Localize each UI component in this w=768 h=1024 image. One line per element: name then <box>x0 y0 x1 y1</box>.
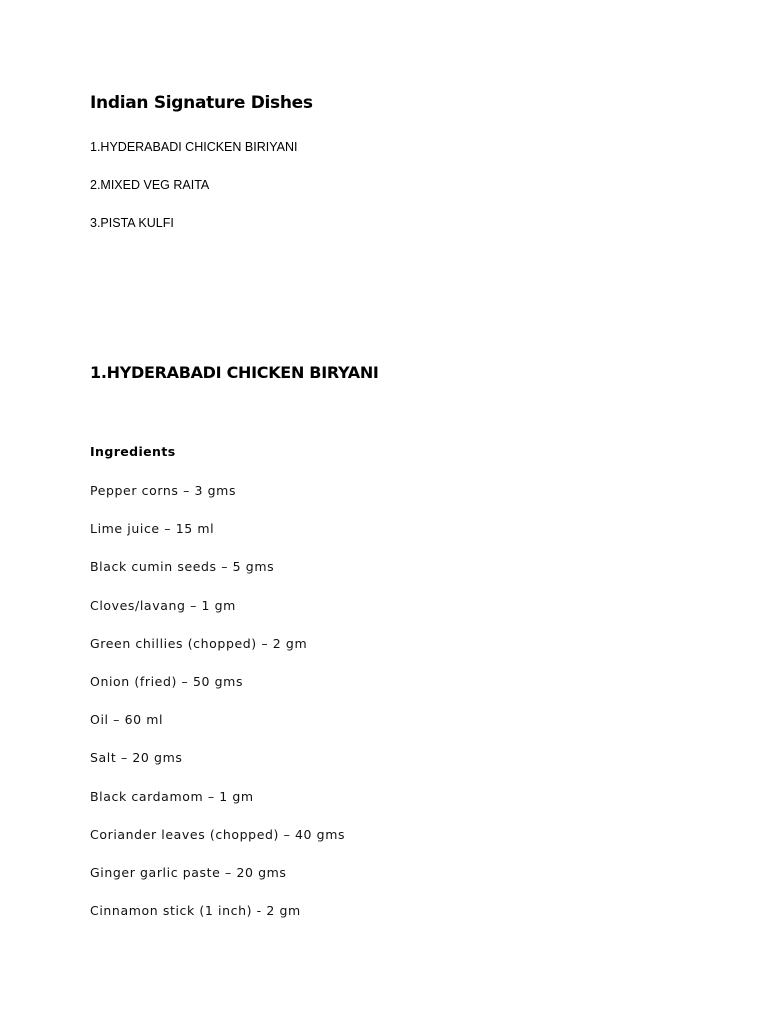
ingredients-list <box>90 482 345 940</box>
ingredient-item: Onion (fried) – 50 gms <box>90 673 244 689</box>
ingredient-item: Salt – 20 gms <box>90 750 183 766</box>
ingredient-item: Coriander leaves (chopped) – 40 gms <box>90 826 346 842</box>
dish-list-item: 3.PISTA KULFI <box>90 216 174 230</box>
ingredient-item: Black cumin seeds – 5 gms <box>90 559 275 575</box>
ingredient-item: Cloves/lavang – 1 gm <box>90 597 236 613</box>
dish-list-item: 2.MIXED VEG RAITA <box>90 178 210 192</box>
section-title: 1.HYDERABADI CHICKEN BIRYANI <box>90 363 379 382</box>
ingredient-item: Cinnamon stick (1 inch) - 2 gm <box>90 903 301 919</box>
dish-list-item: 1.HYDERABADI CHICKEN BIRIYANI <box>90 140 298 154</box>
ingredient-item: Oil – 60 ml <box>90 712 164 728</box>
ingredient-item: Pepper corns – 3 gms <box>90 483 237 498</box>
document-title: Indian Signature Dishes <box>90 93 313 113</box>
ingredient-item: Green chillies (chopped) – 2 gm <box>90 635 308 651</box>
ingredients-heading: Ingredients <box>90 444 176 459</box>
ingredient-item: Ginger garlic paste – 20 gms <box>90 864 287 880</box>
dish-list <box>90 139 297 253</box>
ingredient-item: Lime juice – 15 ml <box>90 521 215 537</box>
ingredient-item: Black cardamom – 1 gm <box>90 788 254 804</box>
